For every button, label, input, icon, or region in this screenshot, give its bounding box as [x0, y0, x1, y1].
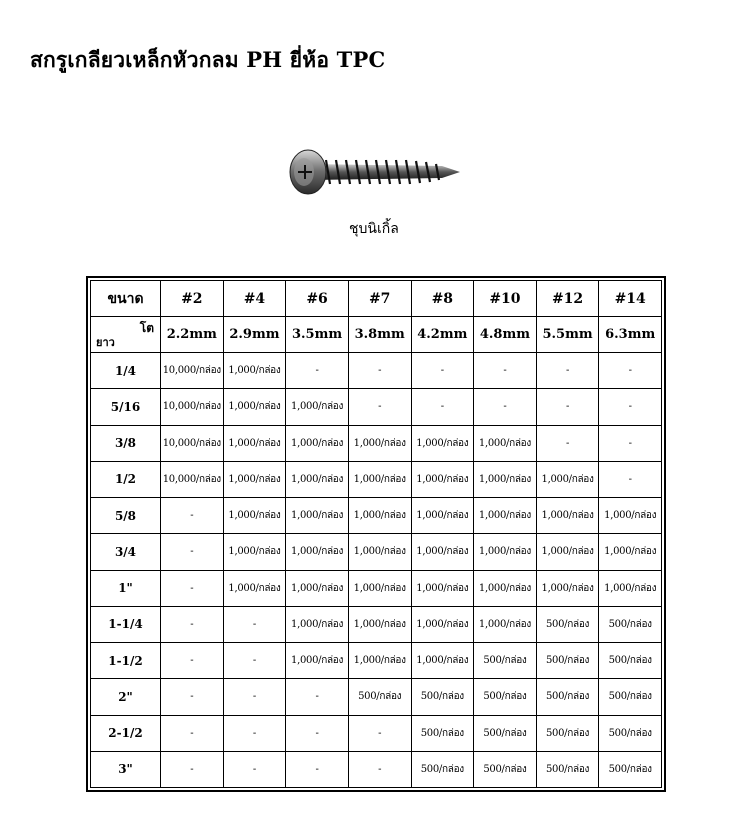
quantity-cell: 1,000/กล่อง	[536, 498, 599, 534]
quantity-cell: -	[161, 715, 224, 751]
table-row	[91, 570, 662, 606]
quantity-cell: 1,000/กล่อง	[223, 534, 286, 570]
quantity-cell: 1,000/กล่อง	[286, 534, 349, 570]
length-cell: 2-1/2	[91, 715, 161, 751]
quantity-cell: -	[223, 606, 286, 642]
quantity-cell: -	[348, 353, 411, 389]
quantity-cell: 10,000/กล่อง	[161, 353, 224, 389]
quantity-cell: 1,000/กล่อง	[348, 498, 411, 534]
quantity-cell: 1,000/กล่อง	[411, 461, 474, 497]
quantity-cell: -	[161, 534, 224, 570]
quantity-cell: -	[161, 498, 224, 534]
quantity-cell: 1,000/กล่อง	[474, 498, 537, 534]
quantity-cell: 500/กล่อง	[474, 751, 537, 787]
length-cell: 3/8	[91, 425, 161, 461]
length-cell: 5/8	[91, 498, 161, 534]
diameter-header: 6.3mm	[599, 317, 662, 353]
diameter-header: 5.5mm	[536, 317, 599, 353]
diameter-header: 2.2mm	[161, 317, 224, 353]
quantity-cell: 500/กล่อง	[411, 679, 474, 715]
diameter-header: 3.8mm	[348, 317, 411, 353]
quantity-cell: -	[411, 389, 474, 425]
table-row	[91, 751, 662, 787]
quantity-cell: 1,000/กล่อง	[411, 570, 474, 606]
length-cell: 1"	[91, 570, 161, 606]
quantity-cell: -	[348, 715, 411, 751]
quantity-cell: 1,000/กล่อง	[411, 534, 474, 570]
quantity-cell: -	[348, 389, 411, 425]
quantity-cell: 1,000/กล่อง	[286, 461, 349, 497]
size-header: #2	[161, 281, 224, 317]
quantity-cell: 500/กล่อง	[536, 643, 599, 679]
diameter-label: โต	[139, 321, 154, 335]
diameter-header: 3.5mm	[286, 317, 349, 353]
quantity-cell: 1,000/กล่อง	[411, 606, 474, 642]
quantity-cell: -	[474, 353, 537, 389]
length-cell: 1/4	[91, 353, 161, 389]
quantity-cell: 500/กล่อง	[536, 715, 599, 751]
quantity-cell: -	[161, 643, 224, 679]
table-row	[91, 353, 662, 389]
quantity-cell: -	[286, 751, 349, 787]
quantity-cell: 1,000/กล่อง	[286, 389, 349, 425]
length-cell: 1-1/2	[91, 643, 161, 679]
quantity-cell: 1,000/กล่อง	[223, 425, 286, 461]
quantity-cell: -	[536, 389, 599, 425]
table-row	[91, 498, 662, 534]
screw-spec-table	[86, 276, 666, 792]
quantity-cell: 1,000/กล่อง	[348, 461, 411, 497]
size-header: #12	[536, 281, 599, 317]
quantity-cell: -	[286, 353, 349, 389]
page-title: สกรูเกลียวเหล็กหัวกลม PH ยี่ห้อ TPC	[30, 47, 386, 72]
quantity-cell: 1,000/กล่อง	[348, 570, 411, 606]
quantity-cell: 1,000/กล่อง	[536, 534, 599, 570]
quantity-cell: 1,000/กล่อง	[223, 498, 286, 534]
quantity-cell: -	[536, 353, 599, 389]
header-row-sizes	[91, 281, 662, 317]
screw-image	[282, 142, 472, 202]
quantity-cell: 1,000/กล่อง	[599, 570, 662, 606]
quantity-cell: -	[411, 353, 474, 389]
quantity-cell: 1,000/กล่อง	[348, 425, 411, 461]
quantity-cell: 1,000/กล่อง	[599, 534, 662, 570]
quantity-cell: 500/กล่อง	[411, 715, 474, 751]
table-row	[91, 425, 662, 461]
quantity-cell: -	[599, 389, 662, 425]
quantity-cell: 1,000/กล่อง	[536, 461, 599, 497]
quantity-cell: 500/กล่อง	[599, 679, 662, 715]
quantity-cell: -	[348, 751, 411, 787]
length-cell: 1-1/4	[91, 606, 161, 642]
size-header: #14	[599, 281, 662, 317]
quantity-cell: -	[223, 751, 286, 787]
quantity-cell: 1,000/กล่อง	[286, 643, 349, 679]
quantity-cell: 500/กล่อง	[536, 751, 599, 787]
quantity-cell: 1,000/กล่อง	[223, 461, 286, 497]
table-row	[91, 679, 662, 715]
quantity-cell: 10,000/กล่อง	[161, 461, 224, 497]
table-row	[91, 715, 662, 751]
quantity-cell: 1,000/กล่อง	[223, 570, 286, 606]
table-row	[91, 643, 662, 679]
header-row-diameters	[91, 317, 662, 353]
quantity-cell: -	[161, 570, 224, 606]
size-header: #4	[223, 281, 286, 317]
quantity-cell: -	[161, 751, 224, 787]
quantity-cell: 1,000/กล่อง	[474, 534, 537, 570]
quantity-cell: 500/กล่อง	[599, 643, 662, 679]
quantity-cell: 1,000/กล่อง	[474, 570, 537, 606]
finish-caption: ชุบนิเกิ้ล	[349, 221, 399, 237]
quantity-cell: 1,000/กล่อง	[411, 498, 474, 534]
length-cell: 2"	[91, 679, 161, 715]
quantity-cell: 1,000/กล่อง	[474, 425, 537, 461]
quantity-cell: 500/กล่อง	[348, 679, 411, 715]
quantity-cell: -	[223, 643, 286, 679]
diameter-header: 2.9mm	[223, 317, 286, 353]
length-cell: 3/4	[91, 534, 161, 570]
quantity-cell: 1,000/กล่อง	[286, 570, 349, 606]
length-cell: 1/2	[91, 461, 161, 497]
quantity-cell: 1,000/กล่อง	[348, 606, 411, 642]
quantity-cell: 1,000/กล่อง	[411, 425, 474, 461]
quantity-cell: 500/กล่อง	[599, 715, 662, 751]
quantity-cell: 1,000/กล่อง	[411, 643, 474, 679]
quantity-cell: 1,000/กล่อง	[348, 534, 411, 570]
quantity-cell: 1,000/กล่อง	[223, 389, 286, 425]
quantity-cell: 1,000/กล่อง	[286, 498, 349, 534]
quantity-cell: 1,000/กล่อง	[348, 643, 411, 679]
diameter-header: 4.2mm	[411, 317, 474, 353]
quantity-cell: 500/กล่อง	[474, 643, 537, 679]
quantity-cell: 10,000/กล่อง	[161, 389, 224, 425]
quantity-cell: -	[161, 679, 224, 715]
quantity-cell: 1,000/กล่อง	[286, 606, 349, 642]
quantity-cell: 500/กล่อง	[474, 715, 537, 751]
quantity-cell: 1,000/กล่อง	[536, 570, 599, 606]
quantity-cell: -	[474, 389, 537, 425]
quantity-cell: -	[599, 425, 662, 461]
quantity-cell: -	[223, 679, 286, 715]
quantity-cell: 500/กล่อง	[599, 751, 662, 787]
quantity-cell: -	[286, 715, 349, 751]
size-header: #7	[348, 281, 411, 317]
quantity-cell: -	[223, 715, 286, 751]
quantity-cell: -	[599, 353, 662, 389]
quantity-cell: 1,000/กล่อง	[599, 498, 662, 534]
size-header: #6	[286, 281, 349, 317]
quantity-cell: 500/กล่อง	[536, 679, 599, 715]
quantity-cell: 500/กล่อง	[599, 606, 662, 642]
quantity-cell: 500/กล่อง	[536, 606, 599, 642]
quantity-cell: 1,000/กล่อง	[474, 461, 537, 497]
quantity-cell: 1,000/กล่อง	[286, 425, 349, 461]
quantity-cell: 1,000/กล่อง	[223, 353, 286, 389]
corner-diameter-length	[91, 317, 161, 353]
quantity-cell: 500/กล่อง	[474, 679, 537, 715]
table-row	[91, 461, 662, 497]
quantity-cell: -	[599, 461, 662, 497]
length-cell: 5/16	[91, 389, 161, 425]
quantity-cell: -	[536, 425, 599, 461]
quantity-cell: 500/กล่อง	[411, 751, 474, 787]
length-cell: 3"	[91, 751, 161, 787]
quantity-cell: -	[286, 679, 349, 715]
pan-head-screw-icon	[282, 142, 472, 202]
corner-size-label: ขนาด	[91, 281, 161, 317]
quantity-cell: 1,000/กล่อง	[474, 606, 537, 642]
size-header: #8	[411, 281, 474, 317]
quantity-cell: -	[161, 606, 224, 642]
diameter-header: 4.8mm	[474, 317, 537, 353]
table-row	[91, 389, 662, 425]
table-row	[91, 534, 662, 570]
length-label: ยาว	[96, 336, 115, 349]
table-row	[91, 606, 662, 642]
quantity-cell: 10,000/กล่อง	[161, 425, 224, 461]
size-header: #10	[474, 281, 537, 317]
